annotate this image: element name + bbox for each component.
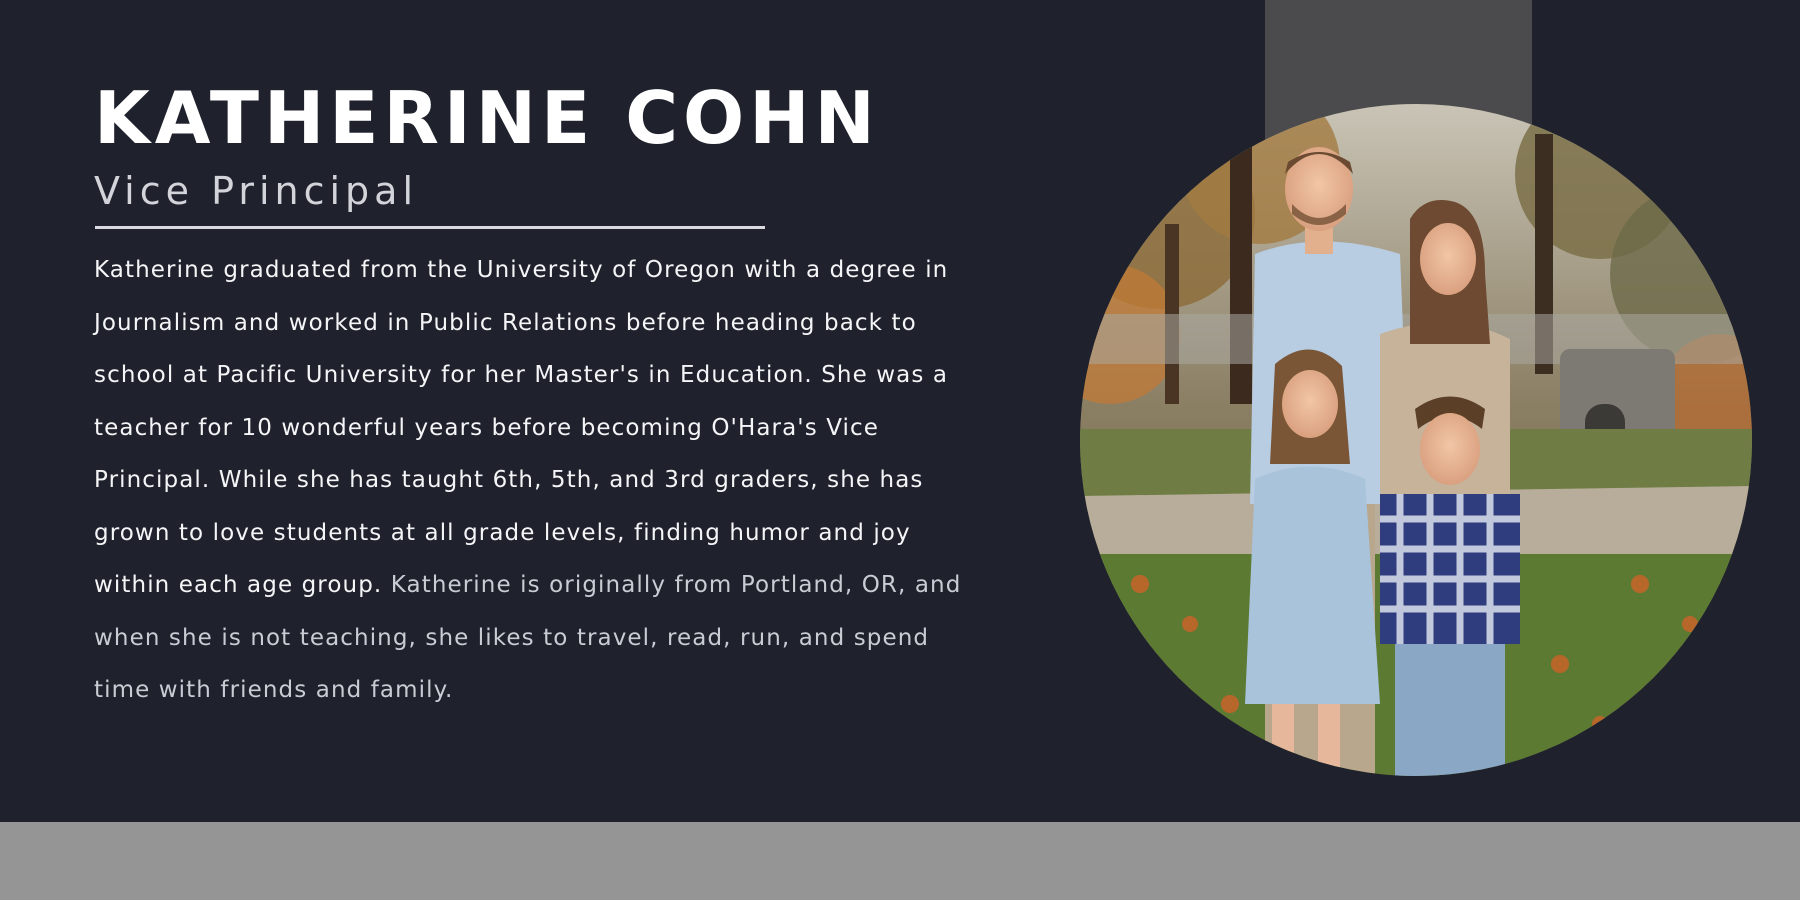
bio-line: teacher for 10 wonderful years before becoming O'Hara's Vice bbox=[94, 414, 880, 441]
bio-line: Journalism and worked in Public Relations before heading back to bbox=[94, 309, 917, 336]
footer-band bbox=[0, 822, 1800, 900]
bio-line: when she is not teaching, she likes to travel, read, run, and spend bbox=[94, 624, 930, 651]
bio-line: grown to love students at all grade levels, finding humor and joy bbox=[94, 519, 911, 546]
bio-paragraph bbox=[94, 244, 1084, 717]
bio-line: school at Pacific University for her Master's in Education. She was a bbox=[94, 362, 949, 388]
bio-line: Principal. While she has taught 6th, 5th, and 3rd graders, she has bbox=[94, 467, 924, 493]
bio-text-segment: Katherine is originally from Portland, OR, and bbox=[390, 572, 962, 598]
family-photo bbox=[1080, 104, 1752, 776]
bio-line bbox=[94, 559, 1084, 612]
person-title: Vice Principal bbox=[94, 169, 418, 213]
bio-line: time with friends and family. bbox=[94, 677, 454, 703]
title-divider bbox=[95, 226, 765, 229]
family-photo-illustration bbox=[1080, 104, 1752, 776]
bio-line: Katherine graduated from the University of Oregon with a degree in bbox=[94, 257, 949, 283]
bio-text-segment: within each age group. bbox=[94, 572, 391, 598]
person-name: KATHERINE COHN bbox=[94, 76, 880, 160]
